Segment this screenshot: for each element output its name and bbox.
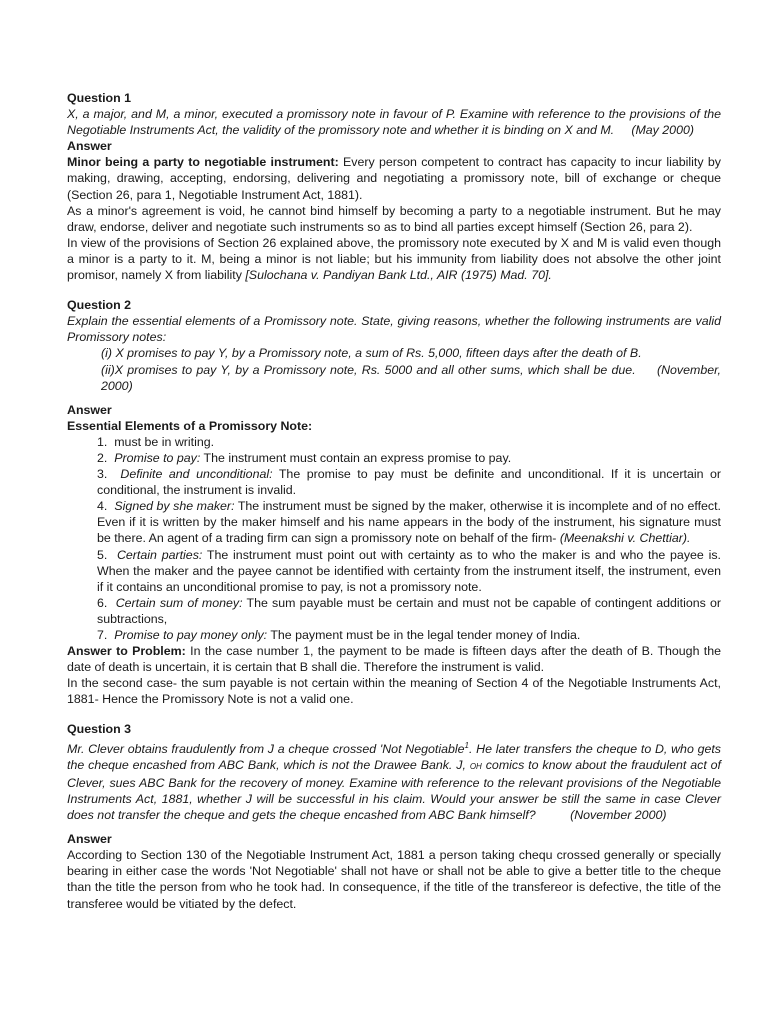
list-item-text: The sum payable must be certain and must not be capable of contingent additions or subtractions,: [97, 595, 721, 626]
question-3-date: (November 2000): [570, 808, 667, 823]
answer-1-para-3: [67, 235, 721, 283]
list-item-number: 6.: [97, 595, 108, 610]
question-3-small-text: OH: [469, 761, 482, 771]
list-item-label: Definite and unconditional:: [120, 467, 273, 482]
question-1-date: (May 2000): [631, 123, 694, 138]
question-3-text: [67, 738, 721, 824]
elements-heading: Essential Elements of a Promissory Note:: [67, 418, 313, 433]
list-item: [67, 498, 721, 546]
list-item-number: 7.: [97, 628, 108, 642]
question-2-heading: Question 2: [67, 298, 132, 313]
question-3-superscript: 1: [464, 740, 469, 750]
question-1-heading: Question 1: [67, 91, 132, 105]
list-item-citation: (Meenakshi v. Chettiar).: [559, 531, 691, 546]
list-item-label: Promise to pay money only:: [114, 628, 268, 642]
question-1-body: X, a major, and M, a minor, executed a promissory note in favour of P. Examine with reference to the provisions of the Negotiable Instruments Act, the validity of the promissory note and whether it is binding on X and M.: [67, 107, 721, 138]
question-2-item-i: (i) X promises to pay Y, by a Promissory note, a sum of Rs. 5,000, fifteen days after the death of B.: [101, 346, 642, 361]
answer-1-citation: [Sulochana v. Pandiyan Bank Ltd., AIR (1975) Mad. 70].: [245, 268, 552, 283]
answer-to-problem-second: In the second case- the sum payable is not certain within the meaning of Section 4 of the Negotiable Instruments Act, 1881- Hence the Promissory Note is not a valid one.: [67, 676, 721, 707]
list-item-text: The payment must be in the legal tender money of India.: [270, 628, 581, 642]
question-2-text: Explain the essential elements of a Promissory note. State, giving reasons, whether the following instruments are valid Promissory notes:: [67, 314, 721, 345]
answer-to-problem: [67, 643, 721, 675]
answer-1-heading: Answer: [67, 139, 112, 154]
list-item: [67, 547, 721, 595]
answer-2-heading: Answer: [67, 402, 112, 417]
question-3-text-a: Mr. Clever obtains fraudulently from J a cheque crossed 'Not Negotiable: [67, 741, 465, 756]
answer-3-heading: Answer: [67, 832, 112, 847]
answer-3-text: According to Section 130 of the Negotiable Instrument Act, 1881 a person taking chequ crossed generally or specially bearing in either case the words 'Not Negotiable' shall not have or shall not be able to give a better title to the cheque than the title the person from who he took had. In consequence, if the title of the transfereor is defective, the title of the transferee would be vitiated by the defect.: [67, 848, 721, 911]
list-item-number: 5.: [97, 547, 108, 562]
list-item: [67, 434, 721, 450]
list-item: [67, 627, 721, 643]
question-1-text: [67, 106, 721, 138]
list-item-text: must be in writing.: [114, 434, 215, 449]
list-item-label: Signed by she maker:: [114, 499, 235, 514]
elements-list: [67, 434, 721, 643]
answer-1-para-3-plain: In view of the provisions of Section 26 explained above, the promissory note executed by X and M is valid even though a minor is a party to it. M, being a minor is not liable; but his immunity from liability does not absolve the other joint promisor, namely X from liability: [67, 235, 721, 283]
list-item-text: The instrument must point out with certainty as to who the maker is and who the payee is. When the maker and the payee cannot be identified with certainty from the instrument itself, the instrument, even if it contains an unconditional promise to pay, is not a promissory note.: [97, 547, 721, 594]
list-item-label: Certain sum of money:: [115, 595, 243, 610]
list-item-label: Certain parties:: [116, 547, 203, 562]
question-2-date: (November, 2000): [101, 362, 721, 393]
list-item-text: The promise to pay must be definite and unconditional. If it is uncertain or conditional, the instrument is invalid.: [97, 467, 722, 498]
list-item-text: The instrument must be signed by the maker, otherwise it is incomplete and of no effect. Even if it is written by the maker himself and his name appears in the body of the instrument, his signature must be there. An agent of a trading firm can sign a promissory note on behalf of the firm-: [97, 499, 722, 546]
list-item: [67, 450, 721, 466]
question-2-item-ii: [67, 362, 721, 394]
question-2-item-ii-text: (ii)X promises to pay Y, by a Promissory note, Rs. 5000 and all other sums, which shall be due.: [101, 362, 636, 377]
question-3-heading: Question 3: [67, 722, 132, 737]
answer-1-para-2: As a minor's agreement is void, he cannot bind himself by becoming a party to a negotiable instrument. But he may draw, endorse, deliver and negotiate such instruments so as to bind all parties except himself (Section 26, para 2).: [67, 203, 721, 234]
list-item-text: The instrument must contain an express promise to pay.: [203, 450, 512, 465]
list-item-label: Promise to pay:: [114, 450, 201, 465]
list-item-number: 2.: [97, 450, 108, 465]
answer-to-problem-text: In the case number 1, the payment to be made is fifteen days after the death of B. Though the date of death is uncertain, it is certain that B shall die. Therefore the instrument is valid.: [67, 644, 722, 675]
document-page: [67, 90, 721, 912]
list-item: [67, 466, 721, 498]
question-3-text-c: comics to know about the fraudulent act of Clever, sues ABC Bank for the recovery of money. Examine with reference to the relevant provisions of the Negotiable Instruments Act, 1881, whether J will be successful in his claim. Would your answer be still the same in case Clever does not transfer the cheque and gets the cheque encashed from ABC Bank himself?: [67, 757, 722, 823]
answer-1-para-1-rest: Every person competent to contract has capacity to incur liability by making, drawing, accepting, endorsing, delivering and negotiating a promissory note, bill of exchange or cheque (Section 26, para 1, Negotiable Instrument Act, 1881).: [67, 155, 721, 202]
list-item-number: 3.: [97, 467, 108, 482]
question-3-text-b: . He later transfers the cheque to D, who gets the cheque encashed from ABC Bank, which is not the Drawee Bank. J,: [67, 741, 721, 772]
list-item: [67, 595, 721, 627]
list-item-number: 4.: [97, 499, 108, 514]
answer-1-para-1-bold: Minor being a party to negotiable instrument:: [67, 155, 339, 170]
list-item-number: 1.: [97, 434, 108, 449]
answer-1-para-1: [67, 154, 721, 202]
answer-to-problem-bold: Answer to Problem:: [67, 644, 186, 659]
